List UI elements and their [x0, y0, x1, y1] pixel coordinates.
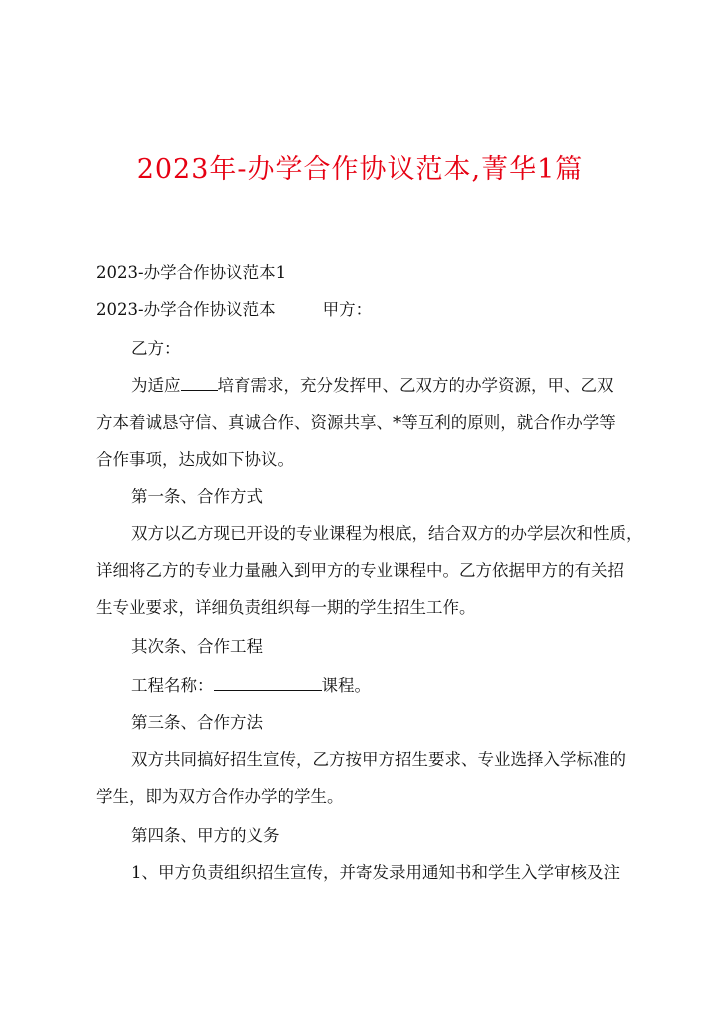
party-b-label: 乙方： [131, 339, 181, 358]
project-name-suffix: 课程。 [321, 676, 371, 695]
article-1-heading: 第一条、合作方式 [131, 487, 263, 506]
project-name-blank [214, 674, 322, 691]
article-3-line-1: 双方共同搞好招生宣传，乙方按甲方招生要求、专业选择入学标准的 [131, 750, 626, 769]
article-2-project-line [131, 667, 671, 704]
article-4-line-1: 1、甲方负责组织招生宣传，并寄发录用通知书和学生入学审核及注 [131, 863, 620, 882]
subtitle-2-line [96, 291, 636, 328]
article-1-line-3: 生专业要求，详细负责组织每一期的学生招生工作。 [96, 598, 476, 617]
intro-suffix: 培育需求，充分发挥甲、乙双方的办学资源，甲、乙双 [217, 376, 614, 395]
intro-line-3: 合作事项，达成如下协议。 [96, 450, 294, 469]
party-a-label: 甲方： [322, 300, 373, 319]
blank-field [181, 374, 218, 391]
article-1-line-1: 双方以乙方现已开设的专业课程为根底，结合双方的办学层次和性质， [131, 524, 643, 543]
article-2-heading: 其次条、合作工程 [131, 637, 263, 656]
project-name-label: 工程名称： [131, 676, 214, 695]
subtitle-2: 2023-办学合作协议范本 [96, 300, 276, 319]
subtitle-1: 2023-办学合作协议范本1 [96, 263, 287, 282]
article-1-line-2: 详细将乙方的专业力量融入到甲方的专业课程中。乙方依据甲方的有关招 [96, 561, 624, 580]
intro-line-1 [131, 367, 671, 404]
article-3-heading: 第三条、合作方法 [131, 713, 263, 732]
article-4-heading: 第四条、甲方的义务 [131, 826, 280, 845]
article-3-line-2: 学生，即为双方合作办学的学生。 [96, 787, 344, 806]
document-title: 2023年-办学合作协议范本,菁华1篇 [136, 154, 584, 185]
intro-prefix: 为适应 [131, 376, 181, 395]
intro-line-2: 方本着诚恳守信、真诚合作、资源共享、*等互利的原则，就合作办学等 [96, 413, 616, 432]
